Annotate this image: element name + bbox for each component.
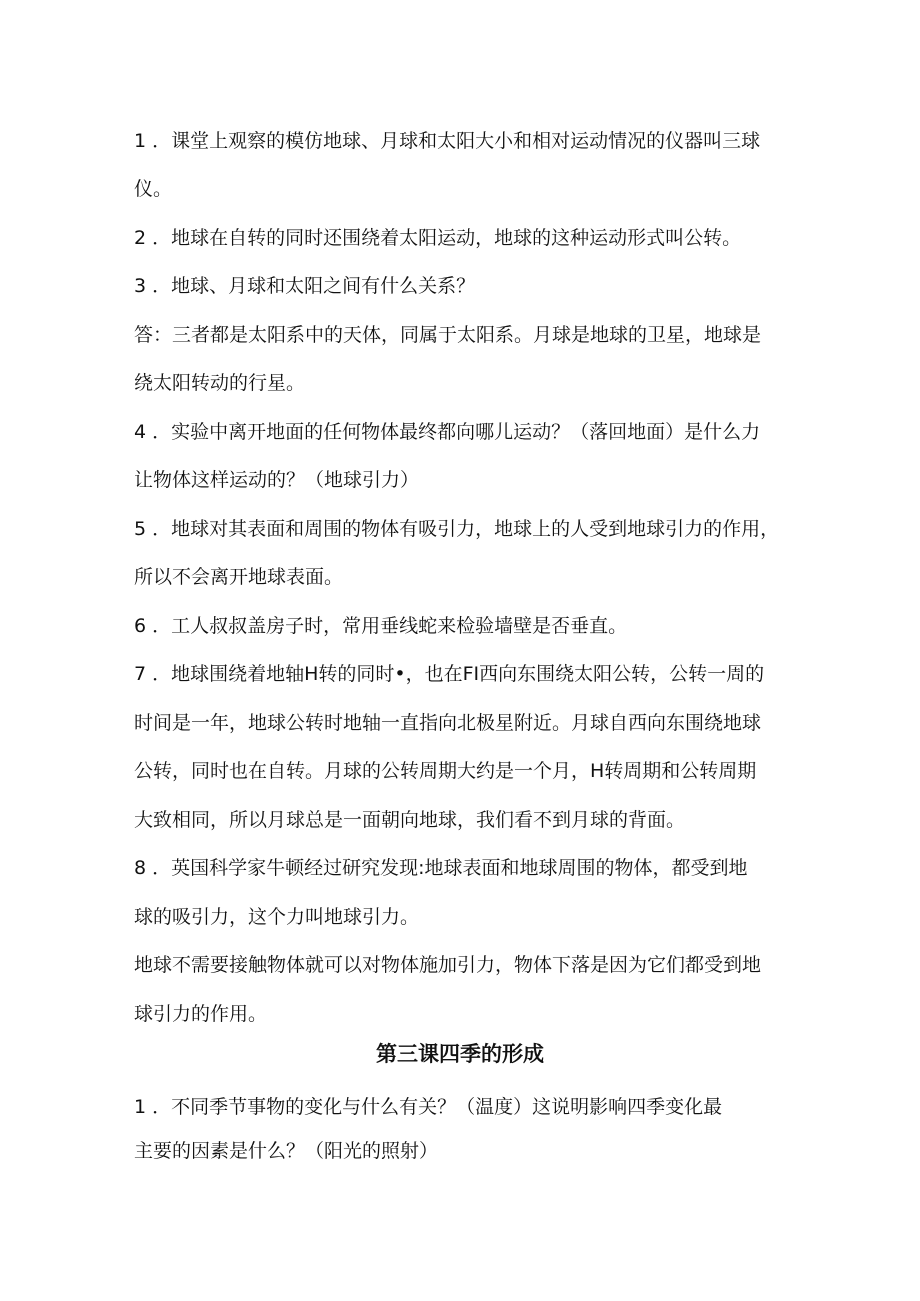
- text-line: 5 ．地球对其表面和周围的物体有吸引力，地球上的人受到地球引力的作用，: [134, 518, 780, 540]
- text-line: 球的吸引力，这个力叫地球引力。: [134, 906, 420, 928]
- text-line: 答：三者都是太阳系中的天体，同属于太阳系。月球是地球的卫星，地球是: [134, 324, 762, 346]
- text-line: 所以不会离开地球表面。: [134, 566, 344, 588]
- text-line: 公转，同时也在自转。月球的公转周期大约是一个月，H转周期和公转周期: [134, 760, 757, 782]
- text-line: 仪。: [134, 178, 173, 200]
- text-line: 6 ．工人叔叔盖房子时，常用垂线蛇来检验墙壁是否垂直。: [134, 615, 628, 637]
- text-line: 1 ．不同季节事物的变化与什么有关？（温度）这说明影响四季变化最: [134, 1096, 723, 1118]
- text-line: 时间是一年，地球公转时地轴一直指向北极星附近。月球自西向东围绕地球: [134, 712, 762, 734]
- text-line: 主要的因素是什么？（阳光的照射）: [134, 1140, 439, 1162]
- text-line: 2 ．地球在自转的同时还围绕着太阳运动，地球的这种运动形式叫公转。: [134, 227, 742, 249]
- text-line: 球引力的作用。: [134, 1003, 268, 1025]
- text-line: 地球不需要接触物体就可以对物体施加引力，物体下落是因为它们都受到地: [134, 954, 762, 976]
- text-line: 8 ．英国科学家牛顿经过研究发现:地球表面和地球周围的物体，都受到地: [134, 857, 748, 879]
- text-line: 7 ．地球围绕着地轴H转的同时•，也在FI西向东围绕太阳公转，公转一周的: [134, 663, 765, 685]
- text-line: 让物体这样运动的？（地球引力）: [134, 469, 420, 491]
- text-line: 大致相同，所以月球总是一面朝向地球，我们看不到月球的背面。: [134, 809, 686, 831]
- text-line: 1 ．课堂上观察的模仿地球、月球和太阳大小和相对运动情况的仪器叫三球: [134, 130, 761, 152]
- section-title: 第三课四季的形成: [376, 1042, 544, 1066]
- text-line: 3 ．地球、月球和太阳之间有什么关系？: [134, 275, 476, 297]
- text-line: 4 ．实验中离开地面的任何物体最终都向哪儿运动？（落回地面）是什么力: [134, 421, 761, 443]
- text-line: 绕太阳转动的行星。: [134, 372, 306, 394]
